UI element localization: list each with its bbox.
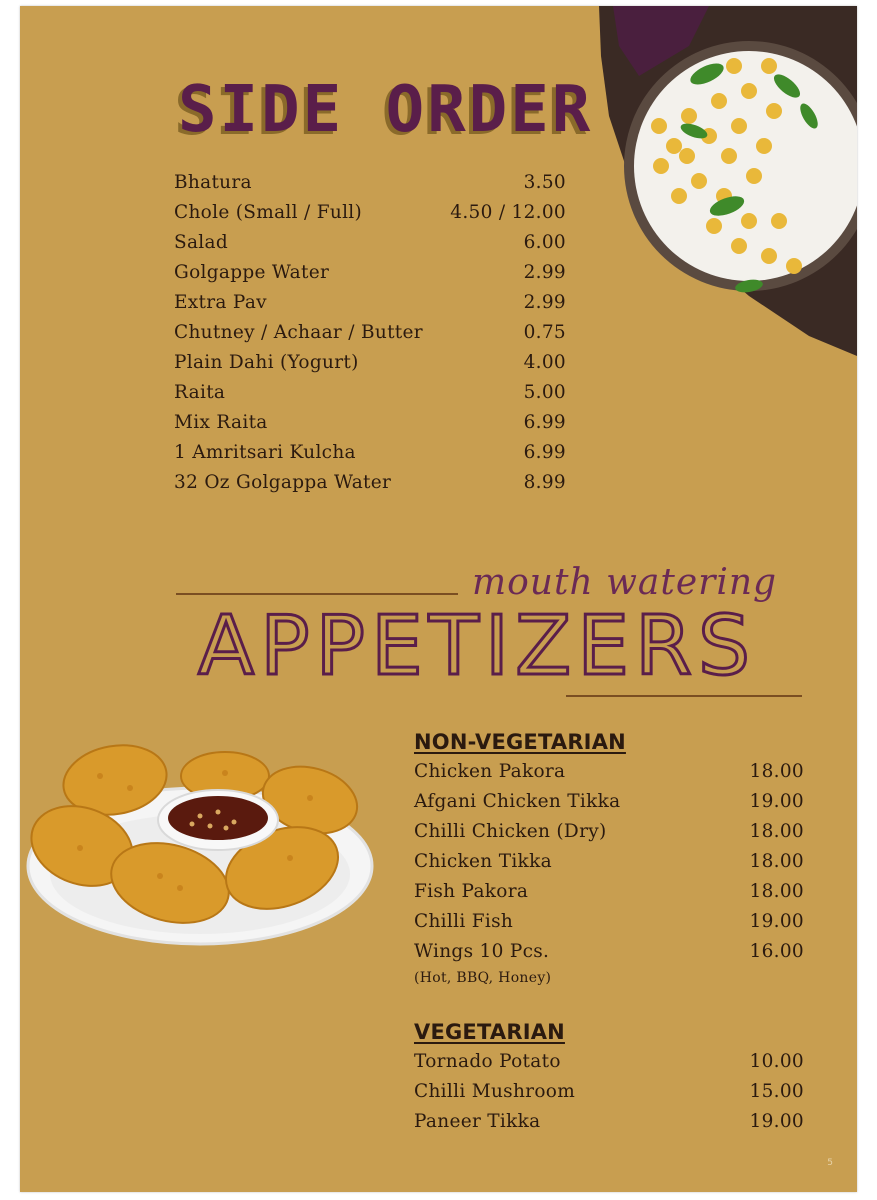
menu-item [174,288,566,318]
item-name: Chicken Pakora [414,761,566,782]
raita-bowl-image [599,6,857,356]
item-price: 16.00 [749,941,804,962]
item-price: 6.99 [523,442,566,463]
item-name: Golgappe Water [174,262,330,283]
veg-list [414,1047,804,1137]
divider-right [566,695,802,697]
item-name: Chilli Fish [414,911,514,932]
menu-item [174,348,566,378]
item-price: 19.00 [749,791,804,812]
item-name: Plain Dahi (Yogurt) [174,352,359,373]
item-price: 18.00 [749,881,804,902]
item-name: 32 Oz Golgappa Water [174,472,392,493]
menu-item [414,907,804,937]
menu-item [414,1077,804,1107]
menu-item [414,817,804,847]
menu-item [174,468,566,498]
item-name: Wings 10 Pcs. [414,941,550,962]
page-number: 5 [827,1158,833,1168]
appetizers-title: APPETIZERS [198,599,757,694]
item-name: Chilli Mushroom [414,1081,576,1102]
item-name: Paneer Tikka [414,1111,541,1132]
menu-item [174,318,566,348]
item-name: Raita [174,382,226,403]
item-name: Afgani Chicken Tikka [414,791,621,812]
item-price: 4.00 [523,352,566,373]
menu-item [414,1047,804,1077]
menu-item [174,438,566,468]
item-name: Chicken Tikka [414,851,552,872]
item-price: 19.00 [749,1111,804,1132]
item-name: Chutney / Achaar / Butter [174,322,423,343]
menu-item [414,757,804,787]
side-order-list [174,168,566,498]
item-price: 6.99 [523,412,566,433]
side-order-title: SIDE ORDER [178,73,594,147]
item-price: 0.75 [523,322,566,343]
item-name: Mix Raita [174,412,268,433]
menu-item [414,1107,804,1137]
wings-flavor-note: (Hot, BBQ, Honey) [414,970,552,986]
item-price: 18.00 [749,821,804,842]
menu-item [174,378,566,408]
menu-page [20,6,857,1192]
item-name: Extra Pav [174,292,267,313]
item-price: 15.00 [749,1081,804,1102]
menu-item [174,408,566,438]
item-price: 5.00 [523,382,566,403]
item-price: 8.99 [523,472,566,493]
menu-item [174,258,566,288]
non-veg-list [414,757,804,967]
item-name: Chole (Small / Full) [174,202,363,223]
menu-item [414,877,804,907]
item-price: 4.50 / 12.00 [450,202,566,223]
item-name: Tornado Potato [414,1051,561,1072]
item-name: Fish Pakora [414,881,529,902]
menu-item [174,198,566,228]
item-price: 10.00 [749,1051,804,1072]
item-price: 2.99 [523,292,566,313]
menu-item [414,847,804,877]
item-name: Chilli Chicken (Dry) [414,821,607,842]
item-name: Bhatura [174,172,252,193]
menu-item [174,228,566,258]
item-name: 1 Amritsari Kulcha [174,442,356,463]
item-name: Salad [174,232,228,253]
menu-item [414,787,804,817]
mouth-watering-script: mouth watering [472,562,778,603]
item-price: 18.00 [749,851,804,872]
item-price: 3.50 [523,172,566,193]
menu-item [174,168,566,198]
non-veg-heading: NON-VEGETARIAN [414,730,626,754]
pakora-plate-image [20,728,380,958]
menu-item [414,937,804,967]
divider-left [176,593,458,595]
item-price: 18.00 [749,761,804,782]
veg-heading: VEGETARIAN [414,1020,565,1044]
item-price: 6.00 [523,232,566,253]
item-price: 2.99 [523,262,566,283]
item-price: 19.00 [749,911,804,932]
